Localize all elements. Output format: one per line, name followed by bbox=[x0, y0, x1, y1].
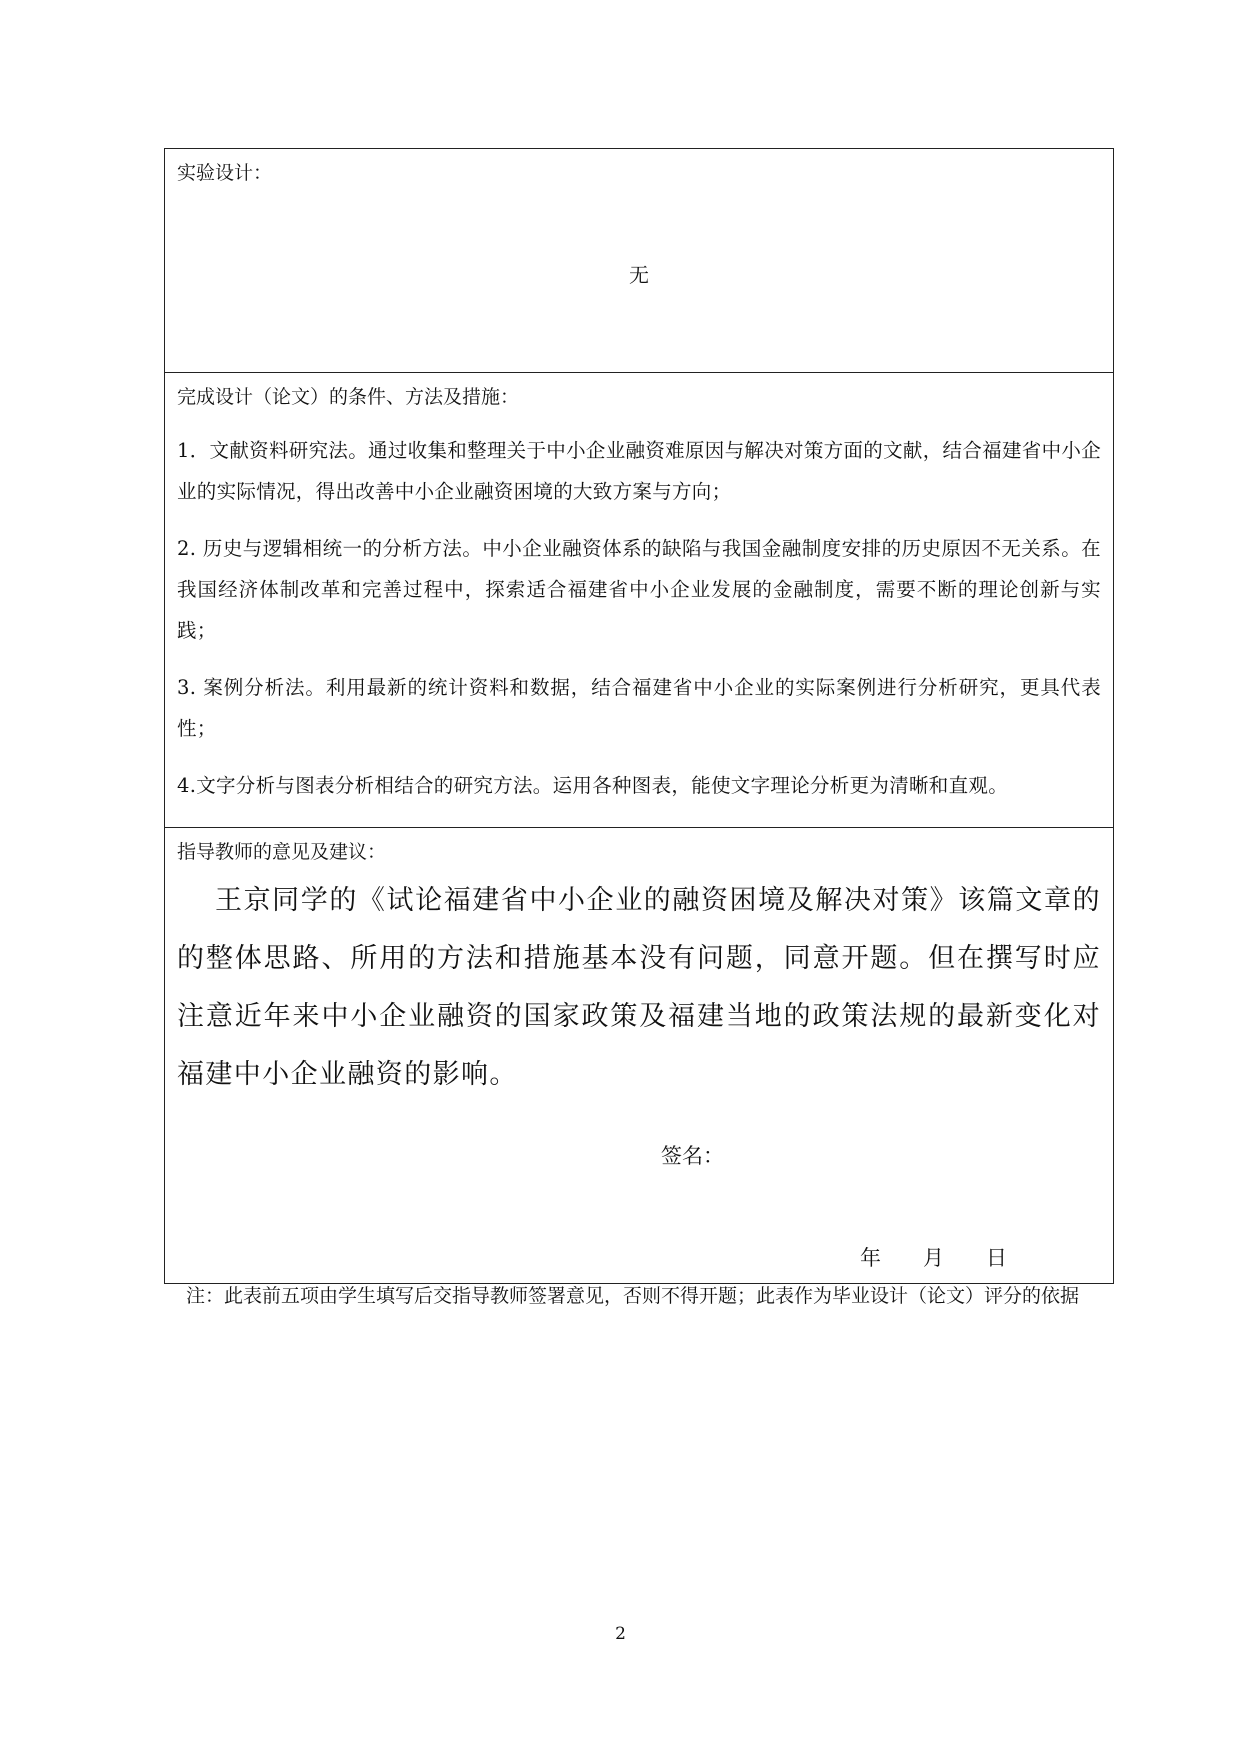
date-line bbox=[860, 1242, 1007, 1272]
method-item: 4.文字分析与图表分析相结合的研究方法。运用各种图表，能使文字理论分析更为清晰和直观。 bbox=[177, 774, 1009, 797]
methods-section bbox=[165, 373, 1113, 828]
page-number: 2 bbox=[615, 1624, 626, 1644]
footnote: 注：此表前五项由学生填写后交指导教师签署意见，否则不得开题；此表作为毕业设计（论文）评分的依据 bbox=[186, 1285, 1080, 1307]
advisor-opinion-section bbox=[165, 828, 1113, 1283]
method-item: 1．文献资料研究法。通过收集和整理关于中小企业融资难原因与解决对策方面的文献，结合福建省中小企业的实际情况，得出改善中小企业融资困境的大致方案与方向； bbox=[177, 439, 1101, 503]
experiment-design-section bbox=[165, 149, 1113, 373]
signature-label: 签名： bbox=[661, 1144, 724, 1168]
advisor-opinion-text: 王京同学的《试论福建省中小企业的融资困境及解决对策》该篇文章的的整体思路、所用的方法和措施基本没有问题，同意开题。但在撰写时应注意近年来中小企业融资的国家政策及福建当地的政策法规的最新变化对福建中小企业融资的影响。 bbox=[177, 885, 1101, 1090]
date-day: 日 bbox=[986, 1246, 1007, 1270]
methods-label: 完成设计（论文）的条件、方法及措施： bbox=[177, 386, 520, 408]
method-item: 2. 历史与逻辑相统一的分析方法。中小企业融资体系的缺陷与我国金融制度安排的历史原因不无关系。在我国经济体制改革和完善过程中，探索适合福建省中小企业发展的金融制度，需要不断的理论创新与实践； bbox=[177, 537, 1101, 642]
date-year: 年 bbox=[860, 1246, 881, 1270]
experiment-design-content: 无 bbox=[629, 263, 649, 287]
advisor-opinion-label: 指导教师的意见及建议： bbox=[177, 841, 387, 863]
experiment-design-label: 实验设计： bbox=[177, 162, 273, 184]
methods-list bbox=[177, 430, 1101, 806]
proposal-form-table bbox=[164, 148, 1114, 1284]
method-item: 3. 案例分析法。利用最新的统计资料和数据，结合福建省中小企业的实际案例进行分析研究，更具代表性； bbox=[177, 676, 1101, 740]
date-month: 月 bbox=[923, 1246, 944, 1270]
